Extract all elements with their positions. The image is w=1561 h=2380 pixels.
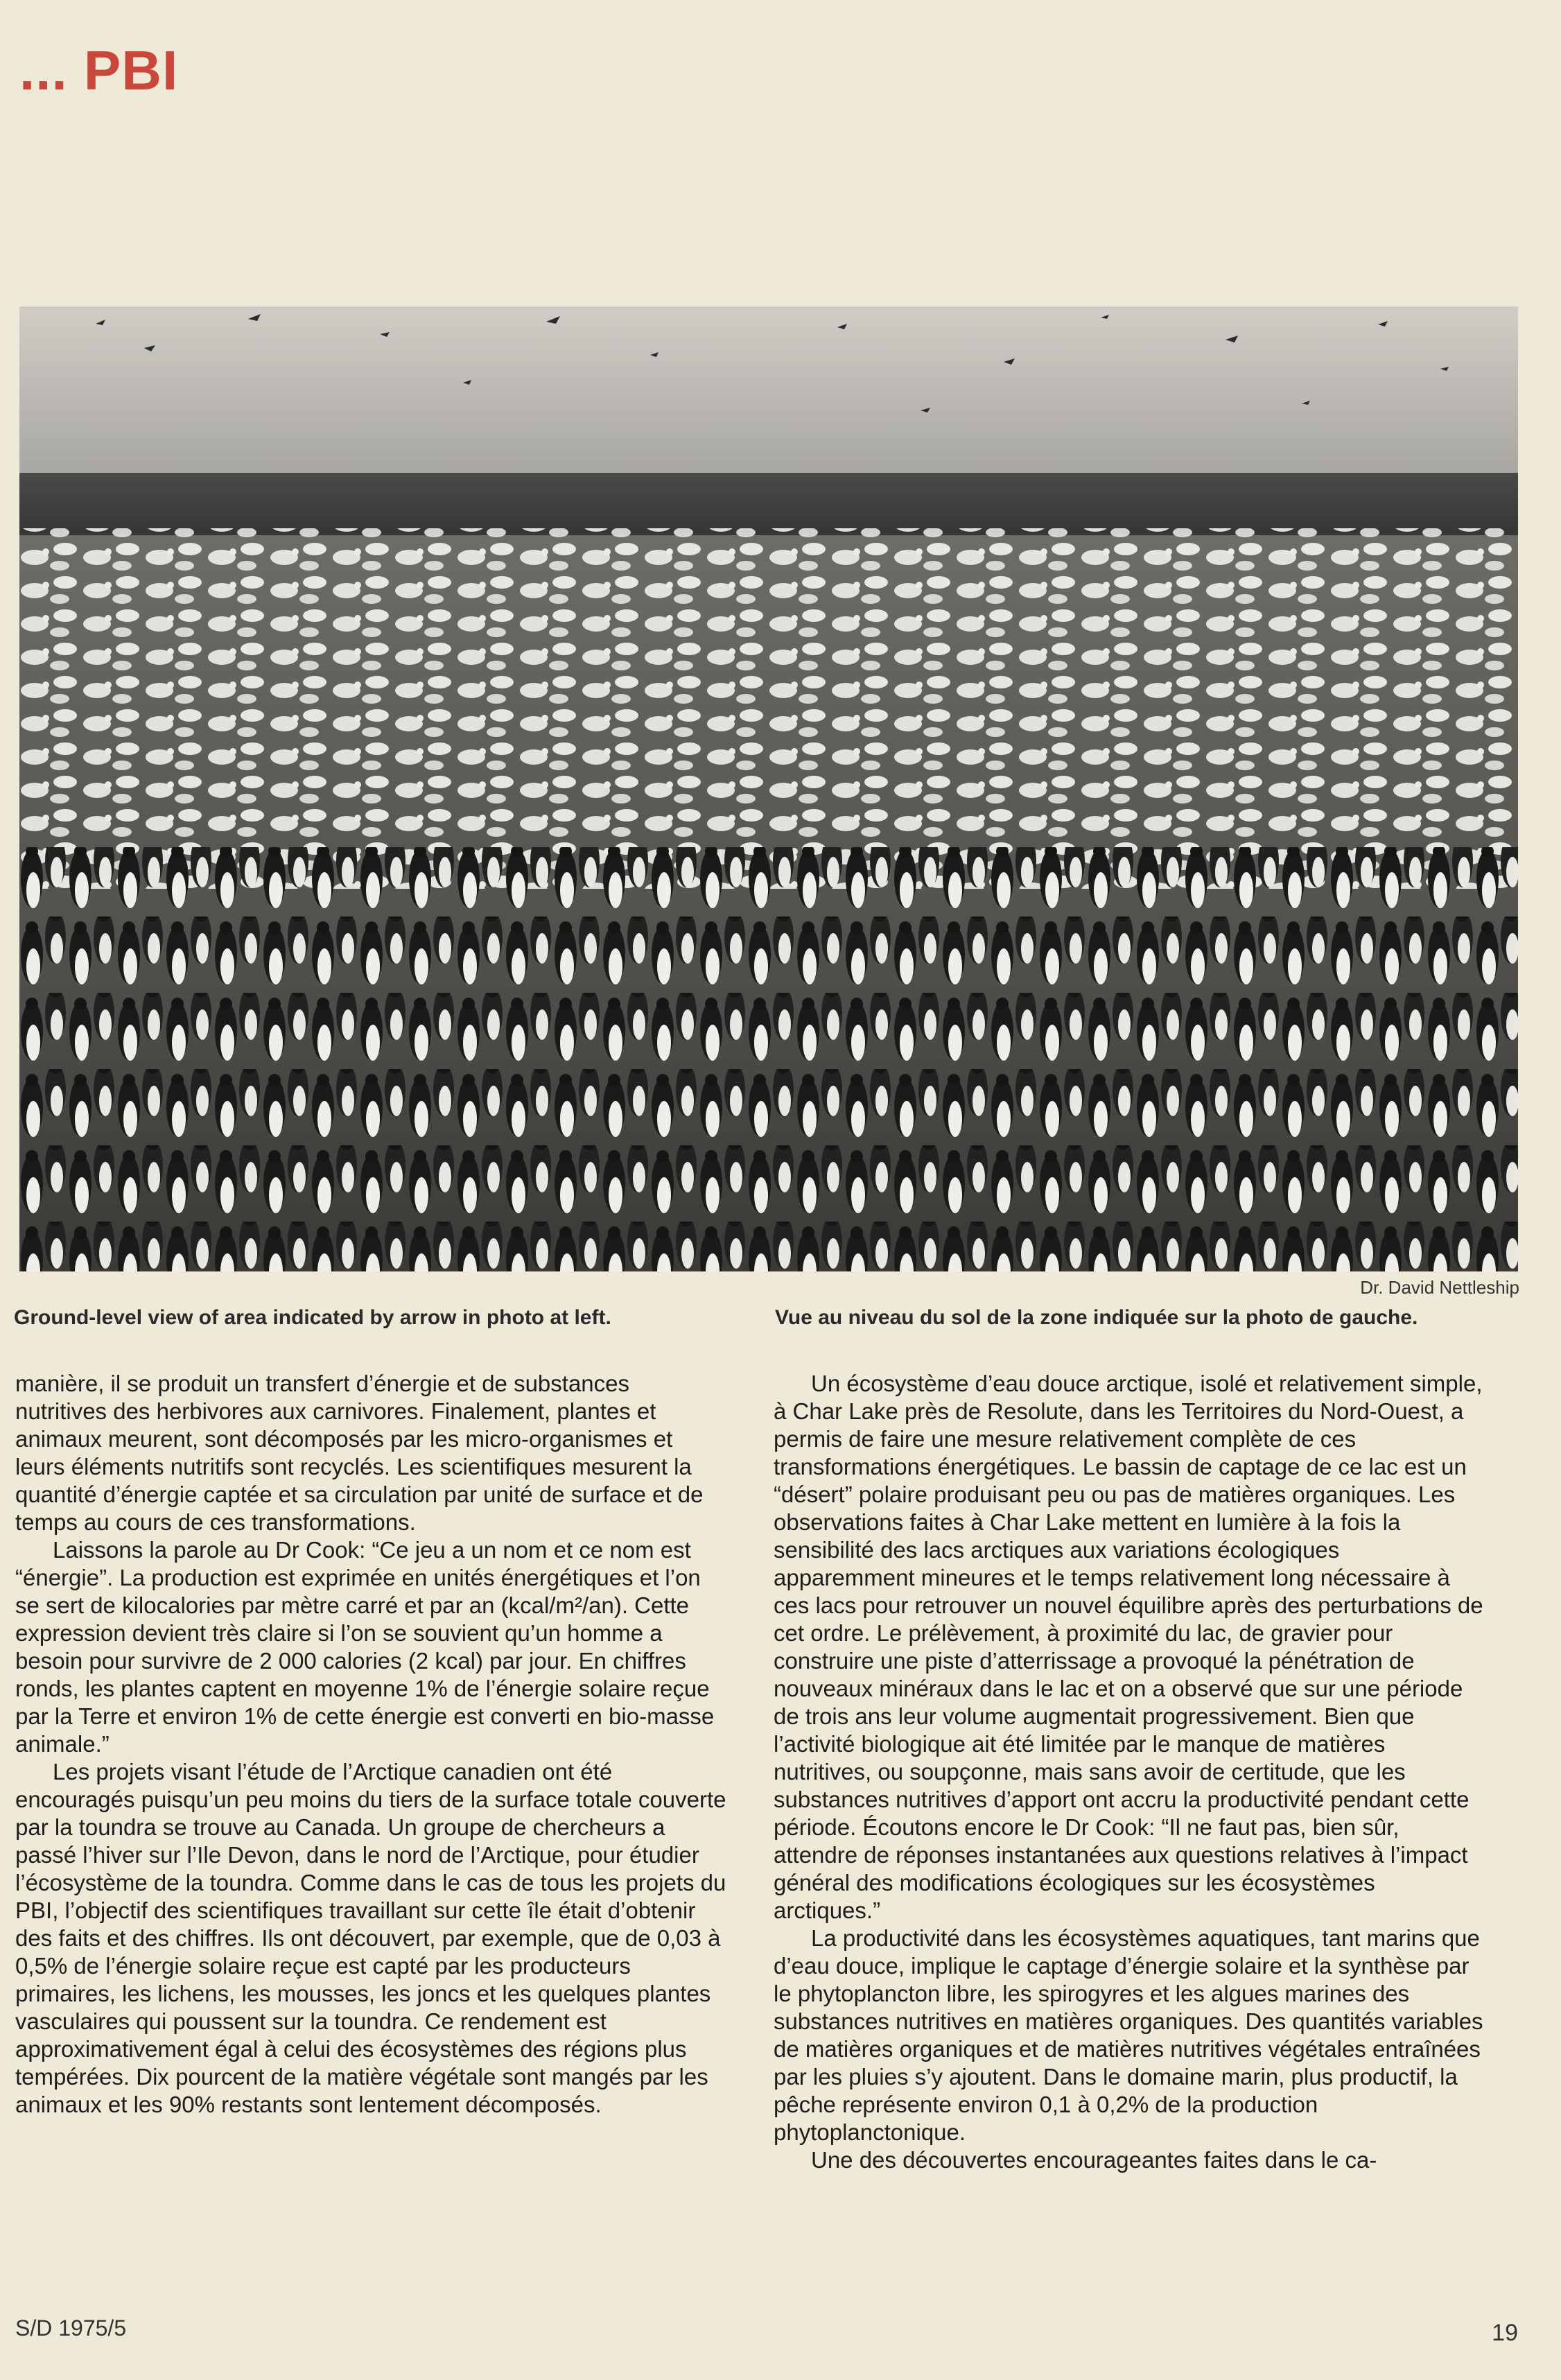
issue-label: S/D 1975/5 (15, 2316, 127, 2340)
page-number: 19 (1492, 2320, 1518, 2346)
caption-english: Ground-level view of area indicated by arrow in photo at left. (14, 1306, 611, 1329)
paragraph: Un écosystème d’eau douce arctique, isolé et relativement simple, à Char Lake près de Resolute, dans les Territoires du Nord-Ouest, a permis de faire une mesure relativement complète de ces transformations énergétiques. Le bassin de captage de ce lac est un “désert” polaire produisant peu ou pas de matières organiques. Les observations faites à Char Lake mettent en lumière à la fois la sensibilité des lacs arctiques aux variations écologiques apparemment mineures et le temps relativement long nécessaire à ces lacs pour retrouver un nouvel équilibre après des perturbations de cet ordre. Le prélèvement, à proximité du lac, de gravier pour construire une piste d’atterrissage a provoqué la pénétration de nouveaux minéraux dans le lac et on a observé que sur une période de trois ans leur volume augmentait progressivement. Bien que l’activité biologique ait été limitée par le manque de matières nutritives, ou soupçonne, mais sans avoir de certitude, que les substances nutritives d’apport ont accru la productivité pendant cette période. Écoutons encore le Dr Cook: “Il ne faut pas, bien sûr, attendre de réponses instantanées aux questions relatives à l’impact général des modifications écologiques sur les écosystèmes arctiques.” (774, 1371, 1483, 1923)
left-column (15, 1370, 726, 2119)
paragraph: Les projets visant l’étude de l’Arctique canadien ont été encouragés puisqu’un peu moins du tiers de la surface totale couverte par la toundra se trouve au Canada. Un groupe de chercheurs a passé l’hiver sur l’Ile Devon, dans le nord de l’Arctique, pour étudier l’écosystème de la toundra. Comme dans le cas de tous les projets du PBI, l’objectif des scientifiques travaillant sur cette île était d’obtenir des faits et des chiffres. Ils ont découvert, par exemple, que de 0,03 à 0,5% de l’énergie solaire reçue est capté par les producteurs primaires, les lichens, les mousses, les joncs et les quelques plantes vasculaires qui poussent sur la toundra. Ce rendement est approximativement égal à celui des écosystèmes des régions plus tempérées. Dix pourcent de la matière végétale sont mangés par les animaux et les 90% restants sont lentement décomposés. (15, 1759, 726, 2117)
section-tag: ... PBI (19, 40, 179, 101)
colony-photo (19, 306, 1518, 1271)
paragraph: Laissons la parole au Dr Cook: “Ce jeu a un nom et ce nom est “énergie”. La production est exprimée en unités énergétiques et l’on se sert de kilocalories par mètre carré et par an (kcal/m²/an). Cette expression devient très claire si l’on se souvient qu’un homme a besoin pour survivre de 2 000 calories (2 kcal) par jour. En chiffres ronds, les plantes captent en moyenne 1% de l’énergie solaire reçue par la Terre et environ 1% de cette énergie est converti en bio-masse animale.” (15, 1537, 715, 1757)
right-column (774, 1370, 1485, 2174)
paragraph: La productivité dans les écosystèmes aquatiques, tant marins que d’eau douce, implique le captage d’énergie solaire et la synthèse par le phytoplancton libre, les spirogyres et les algues marines des substances nutritives en matières organiques. Des quantités variables de matières organiques et de matières nutritives végétales entraînées par les pluies s’y ajoutent. Dans le domaine marin, plus productif, la pêche représente environ 0,1 à 0,2% de la production phytoplanctonique. (774, 1925, 1483, 2145)
paragraph: Une des découvertes encourageantes faites dans le ca- (811, 2147, 1377, 2173)
paragraph: manière, il se produit un transfert d’énergie et de substances nutritives des herbivores aux carnivores. Finalement, plantes et animaux meurent, sont décomposés par les micro-organismes et leurs éléments nutritifs sont recyclés. Les scientifiques mesurent la quantité d’énergie captée et sa circulation par unité de surface et de temps au cours de ces transformations. (15, 1371, 704, 1535)
photo-credit: Dr. David Nettleship (1360, 1277, 1519, 1298)
caption-french: Vue au niveau du sol de la zone indiquée sur la photo de gauche. (775, 1306, 1418, 1329)
